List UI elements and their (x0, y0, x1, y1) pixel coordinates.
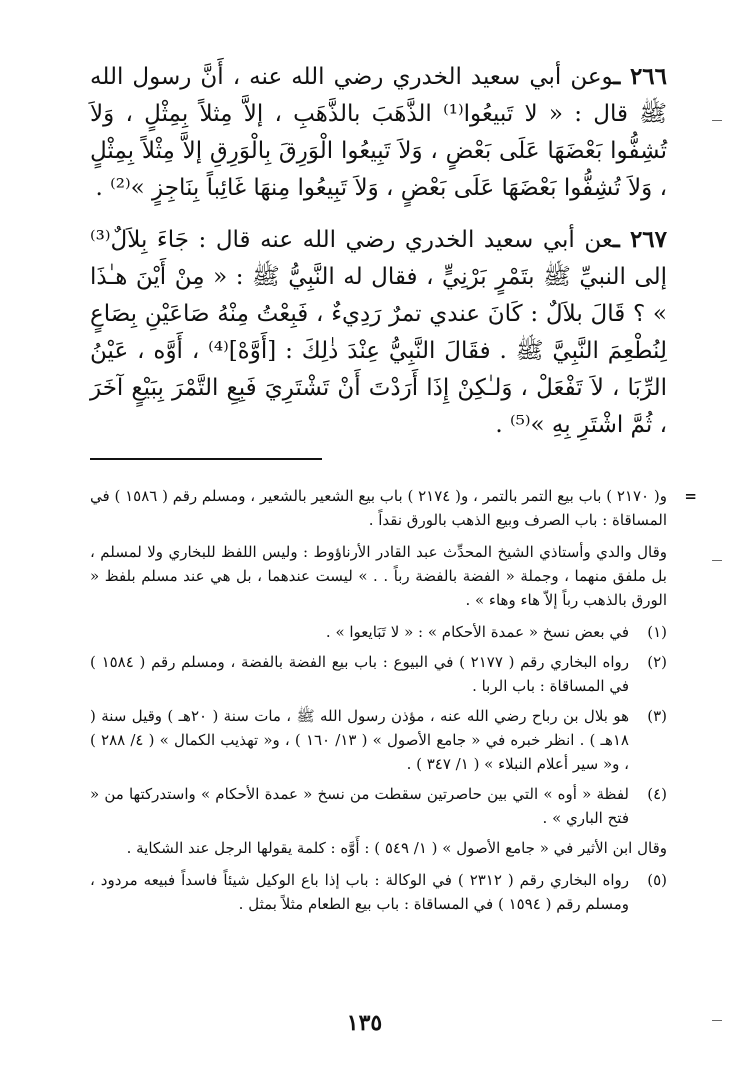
footnote-5 (90, 868, 667, 916)
footnote-text: رواه البخاري رقم ( ٢١٧٧ ) في البيوع : باب بيع الفضة بالفضة ، ومسلم رقم ( ١٥٨٤ ) في المساقاة : باب الربا . (90, 653, 629, 695)
footnote-text: رواه البخاري رقم ( ٢٣١٢ ) في الوكالة : باب إذا باع الوكيل شيئاً فاسداً فبيعه مردود ، ومسلم رقم ( ١٥٩٤ ) في المساقاة : باب بيع الطعام مثلاً بمثل . (90, 871, 630, 913)
continuation-mark: = (684, 487, 697, 505)
hadith-266 (90, 58, 667, 207)
footnote-number: (٢) (647, 653, 667, 671)
footnote-2 (90, 650, 667, 698)
footnote-number: (٥) (647, 871, 667, 889)
margin-tick (712, 1020, 722, 1021)
footnote-1 (90, 620, 667, 644)
footnote-number: (٤) (647, 785, 667, 803)
footnote-continuation: و( ٢١٧٠ ) باب بيع التمر بالتمر ، و( ٢١٧٤ ) باب بيع الشعير بالشعير ، ومسلم رقم ( ١٥٨٦ ) في المساقاة : باب الصرف وبيع الذهب بالورق نقداً . (90, 487, 667, 529)
hadith-text: عن أبي سعيد الخدري رضي الله عنه قال : جَاءَ بِلاَلٌ⁽³⁾ إلى النبيِّ ﷺ بتَمْرٍ بَرْنِيٍّ ، فقال له النَّبِيُّ ﷺ : « مِنْ أَيْنَ هـٰذَا » ؟ قَالَ بلاَلٌ : كَانَ عندي تمرٌ رَدِيءٌ ، فَبِعْتُ مِنْهُ صَاعَيْنِ بِصَاعٍ لِنُطْعِمَ النَّبِيَّ ﷺ . فقَالَ النَّبِيُّ عِنْدَ ذٰلِكَ : [أَوَّهْ]⁽⁴⁾ ، أَوَّه ، عَيْنُ الرِّبَا ، لاَ تَفْعَلْ ، وَلـٰكِنْ إِذَا أَرَدْتَ أَنْ تَشْتَرِيَ فَبِعِ التَّمْرَ بِبَيْعٍ آخَرَ ، ثُمَّ اشْتَرِ بِهِ »⁽⁵⁾ . (90, 227, 667, 438)
footnote-4 (90, 782, 667, 830)
hadith-number: ٢٦٧ ـ (612, 226, 667, 253)
hadith-267 (90, 221, 667, 444)
margin-tick (712, 120, 722, 121)
footnote-number: (١) (647, 623, 667, 641)
hadith-number: ٢٦٦ ـ (613, 63, 667, 90)
page-body (90, 58, 697, 922)
ibn-athir-note: وقال ابن الأثير في « جامع الأصول » ( ١/ ٥٤٩ ) : أَوَّه : كلمة يقولها الرجل عند الشكاية . (126, 839, 667, 857)
editor-note: وقال والدي وأستاذي الشيخ المحدِّث عبد القادر الأرناؤوط : وليس اللفظ للبخاري ولا لمسلم ، بل ملفق منهما ، وجملة « الفضة بالفضة رباً . . » ليست عندهما ، بل هي عند مسلم بلفظ « الورق بالذهب رباً إلاّ هاء وهاء » . (90, 543, 667, 609)
footnote-number: (٣) (647, 707, 667, 725)
page-number: ١٣٥ (346, 1010, 383, 1036)
footnote-text: في بعض نسخ « عمدة الأحكام » : « لا تَبَايعوا » . (325, 623, 629, 641)
footnote-divider (90, 458, 322, 460)
margin-tick (712, 560, 722, 561)
footnote-text: لفظة « أوه » التي بين حاصرتين سقطت من نسخ « عمدة الأحكام » واستدركتها من « فتح الباري » . (90, 785, 629, 827)
footnote-text: هو بلال بن رباح رضي الله عنه ، مؤذن رسول الله ﷺ ، مات سنة ( ٢٠هـ ) وقيل سنة ( ١٨هـ ) . انظر خبره في « جامع الأصول » ( ١٣/ ١٦٠ ) ، و« تهذيب الكمال » ( ٤/ ٢٨٨ ) ، و« سير أعلام النبلاء » ( ١/ ٣٤٧ ) . (90, 707, 629, 773)
footnotes (90, 484, 697, 916)
hadith-text: وعن أبي سعيد الخدري رضي الله عنه ، أَنَّ رسول الله ﷺ قال : « لا تَبيعُوا⁽¹⁾ الذَّهَبَ بالذَّهَبِ ، إلاَّ مِثلاً بِمِثْلٍ ، وَلاَ تُشِفُّوا بَعْضَهَا عَلَى بَعْضٍ ، وَلاَ تَبِيعُوا الْوَرِقَ بِالْوَرِقِ إلاَّ مِثْلاً بِمِثْلٍ ، وَلاَ تُشِفُّوا بَعْضَهَا عَلَى بَعْضٍ ، وَلاَ تَبِيعُوا مِنهَا غَائِباً بِنَاجِزٍ »⁽²⁾ . (90, 64, 667, 201)
footnote-3 (90, 704, 667, 776)
